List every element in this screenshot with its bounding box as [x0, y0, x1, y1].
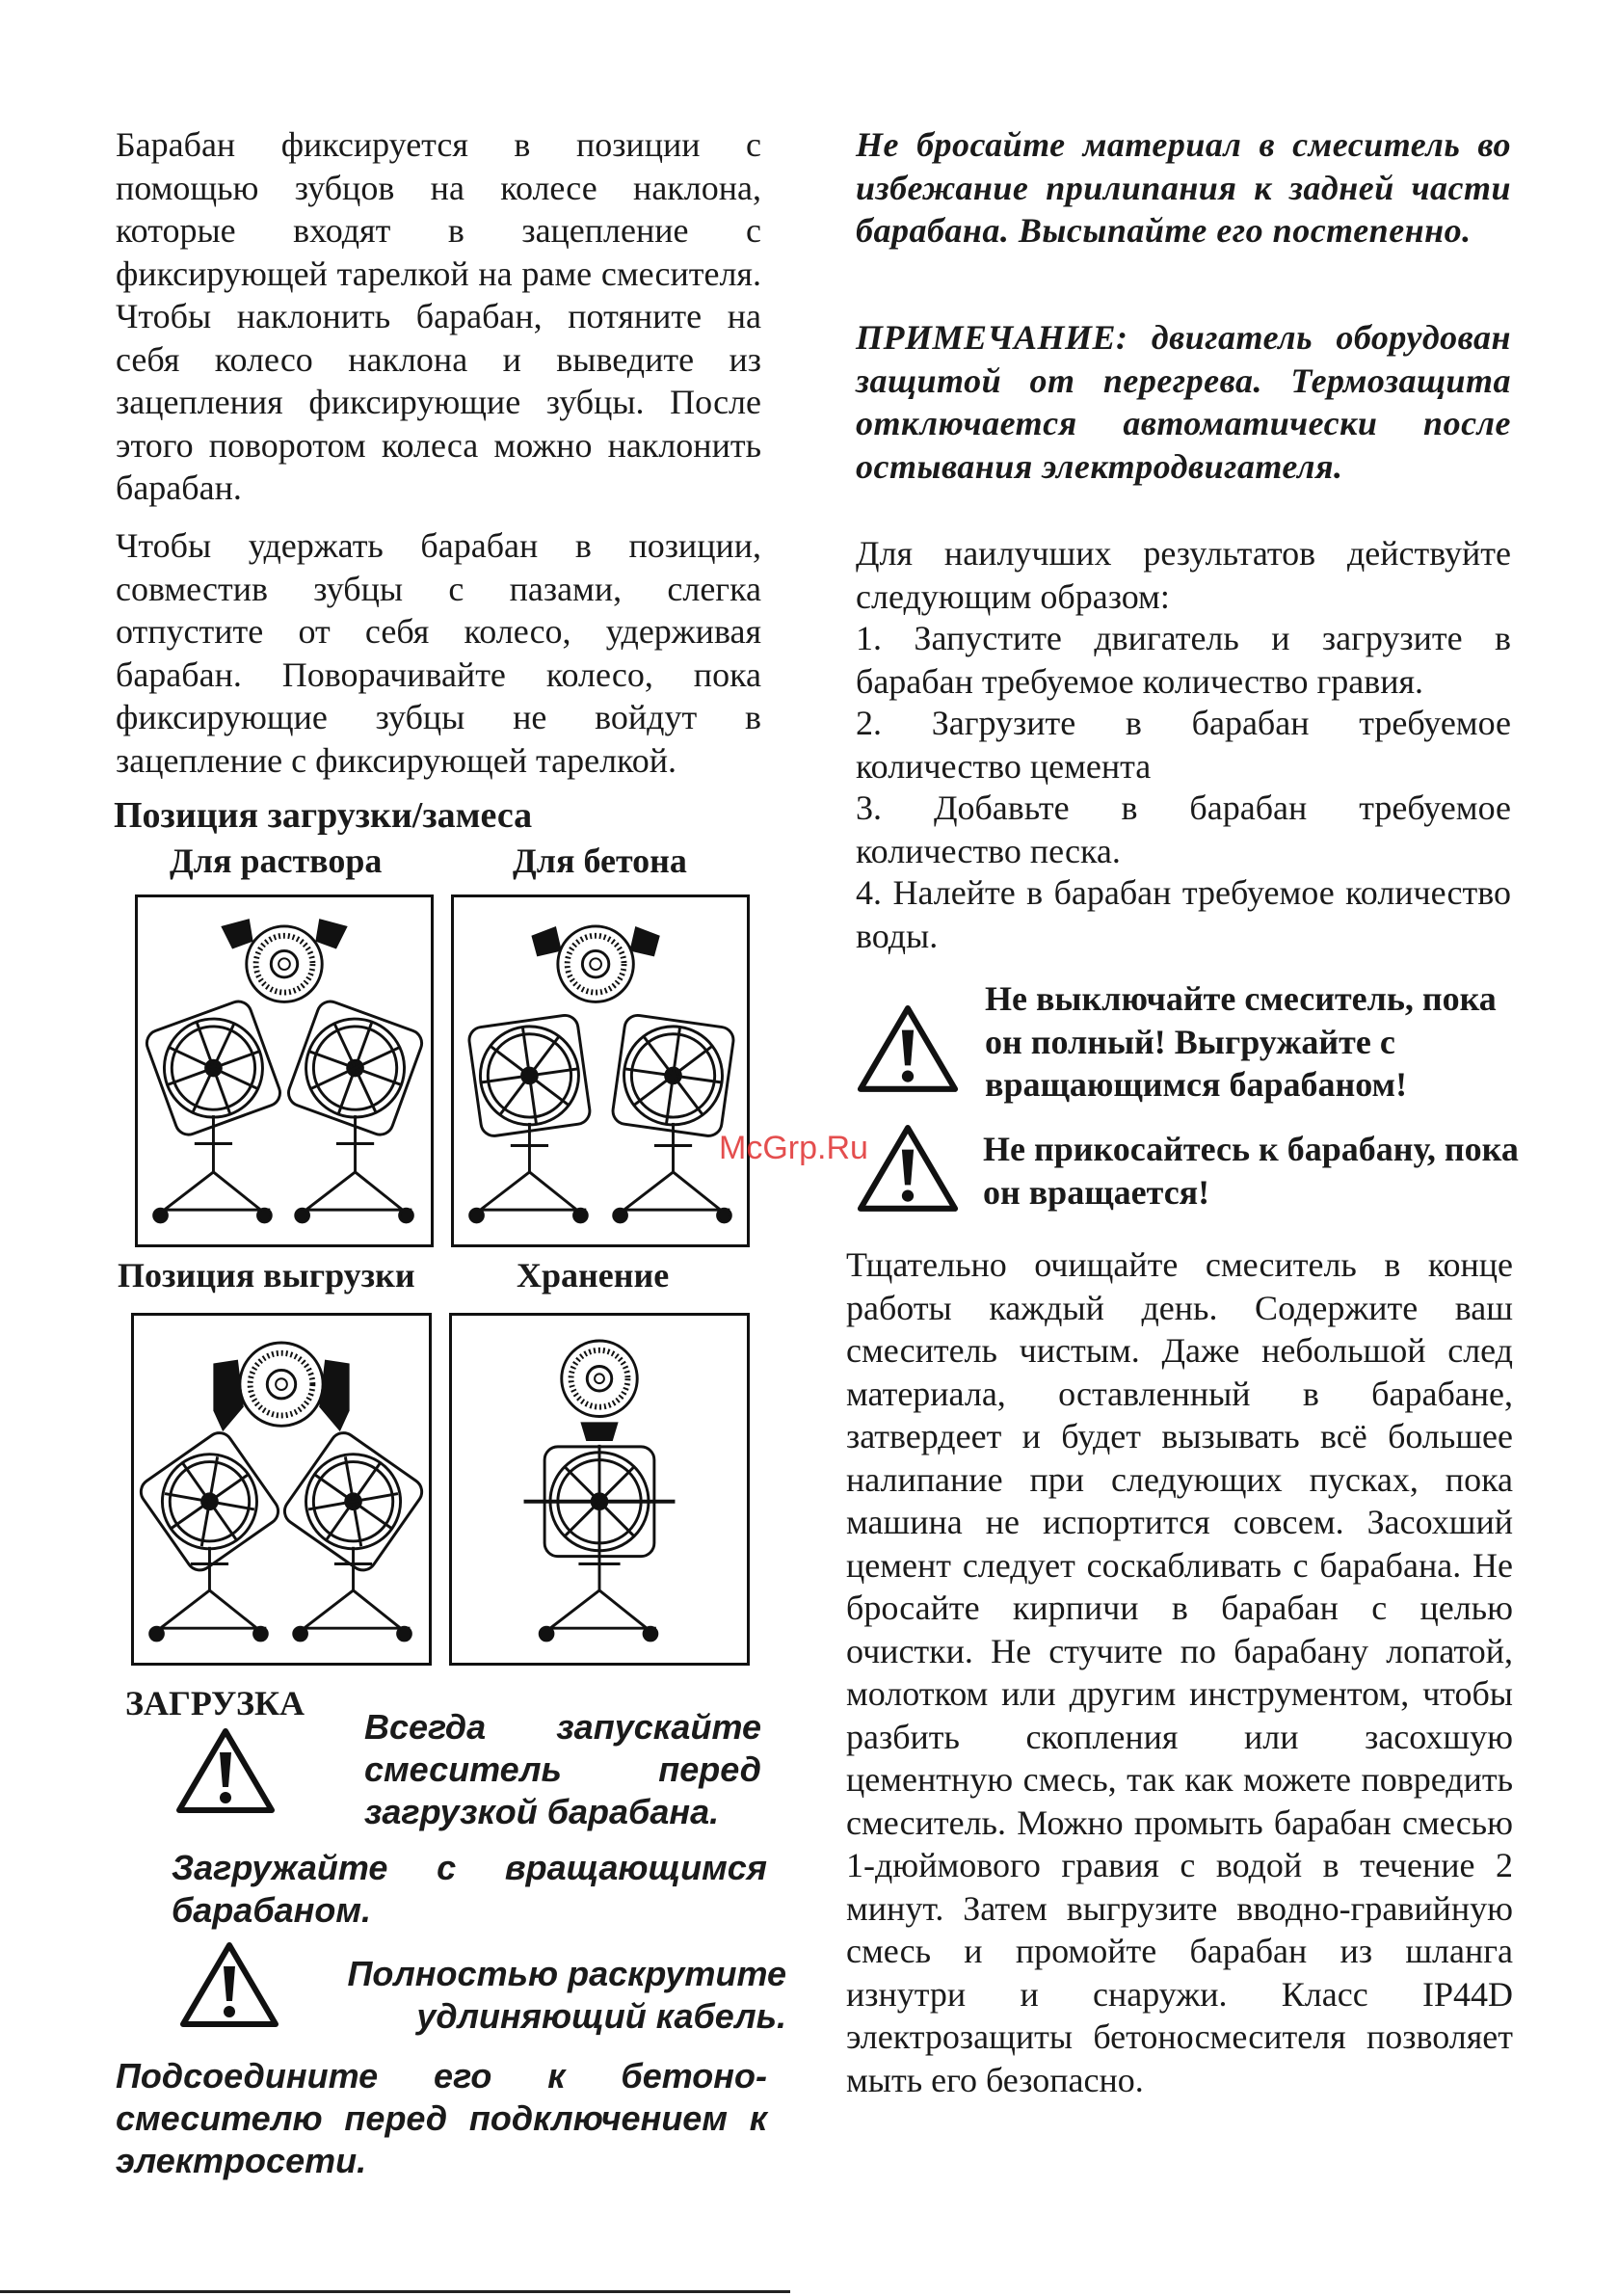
figure-unload-position [131, 1313, 432, 1666]
paragraph-drum-holding: Чтобы удержать барабан в позиции, совместив зубцы с пазами, слегка отпустите от себя колесо, удерживая барабан. Поворачивайте колесо, пока фиксирующие зубцы не войдут в зацепление с фиксирующей тарелкой. [116, 526, 761, 780]
heading-loading: ЗАГРУЗКА [125, 1684, 305, 1722]
tilt-wheel-icon [213, 1343, 349, 1431]
paragraph-no-throw: Не бросайте материал в смеситель во избежание прилипания к задней части барабана. Высыпайте его постепенно. [856, 125, 1511, 250]
warning-triangle-icon [173, 1725, 278, 1816]
paragraph-overheat-note: ПРИМЕЧАНИЕ: двигатель оборудован защитой от перегрева. Термозащита отключается автоматически после остывания электродвигателя. [856, 318, 1511, 486]
tilt-wheel-icon [562, 1341, 637, 1441]
tilt-wheel-icon [221, 919, 347, 1001]
warning-triangle-icon [854, 1122, 962, 1215]
caption-storage: Хранение [517, 1256, 670, 1295]
step-item: 2. Загрузите в барабан требуемое количество цемента [856, 704, 1511, 786]
caption-unload: Позиция выгрузки [118, 1256, 415, 1295]
watermark: McGrp.Ru [719, 1130, 868, 1166]
tilt-wheel-icon [531, 926, 659, 1001]
paragraph-drum-fixing: Барабан фиксируется в позиции с помощью зубцов на колесе наклона, которые входят в зацепление с фиксирующей тарелкой на раме смесителя. Чтобы наклонить барабан, потяните на себя колесо наклона и выведите из зацепления фиксирующие зубцы. После этого поворотом колеса можно наклонить барабан. [116, 125, 761, 507]
figure-mortar-position [135, 894, 434, 1247]
figure-storage-position [449, 1313, 750, 1666]
concrete-mixer-icon [138, 897, 431, 1244]
warning-do-not-switch-off: Не выключайте смеситель, пока он полный! Выгружайте с вращающимся барабаном! [985, 979, 1497, 1104]
figure-concrete-position [451, 894, 750, 1247]
caption-mortar: Для раствора [170, 841, 383, 880]
paragraph-cleaning: Тщательно очищайте смеситель в конце работы каждый день. Содержите ваш смеситель чистым. Даже небольшой след материала, оставленный в барабане, затвердеет и будет вызывать всё большее налипание при следующих пусках, пока машина не испортится совсем. Засохший цемент следует соскабливать с барабана. Не бросайте кирпичи в барабан с целью очистки. Не стучите по барабану лопатой, молотком или другим инструментом, чтобы разбить скопления или засохшую цементную смесь, так как можете повредить смеситель. Можно промыть барабан смесью 1-дюймового гравия с водой в течение 2 минут. Затем выгрузите вводно-гравийную смесь и промойте барабан из шланга изнутри и снаружи. Класс IP44D электрозащиты бетоносмесителя позволяет мыть его безопасно. [846, 1245, 1513, 2099]
warning-triangle-icon [854, 1002, 962, 1095]
caption-concrete: Для бетона [513, 841, 687, 880]
warning-unwind-cable: Полностью раскрутите удлиняющий кабель. [347, 1954, 786, 2036]
concrete-mixer-icon [454, 897, 747, 1244]
concrete-mixer-icon [452, 1316, 747, 1663]
warning-do-not-touch: Не прикосайтесь к барабану, пока он вращается! [983, 1130, 1519, 1212]
concrete-mixer-icon [134, 1316, 429, 1663]
step-item: 3. Добавьте в барабан требуемое количество песка. [856, 788, 1511, 870]
footer-rule [0, 2290, 790, 2293]
paragraph-best-results: Для наилучших результатов действуйте следующим образом: [856, 534, 1511, 616]
warning-start-before-loading: Всегда запускайте смеситель перед загрузкой барабана. [364, 1707, 761, 1831]
warning-triangle-icon [177, 1939, 281, 2030]
text-connect-before-power: Подсоедините его к бетоно-смесителю перед подключением к электросети. [116, 2056, 767, 2180]
text-load-rotating: Загружайте с вращающимся барабаном. [172, 1848, 767, 1930]
step-item: 4. Налейте в барабан требуемое количество воды. [856, 873, 1511, 955]
step-item: 1. Запустите двигатель и загрузите в барабан требуемое количество гравия. [856, 619, 1511, 701]
heading-load-position: Позиция загрузки/замеса [114, 795, 533, 836]
